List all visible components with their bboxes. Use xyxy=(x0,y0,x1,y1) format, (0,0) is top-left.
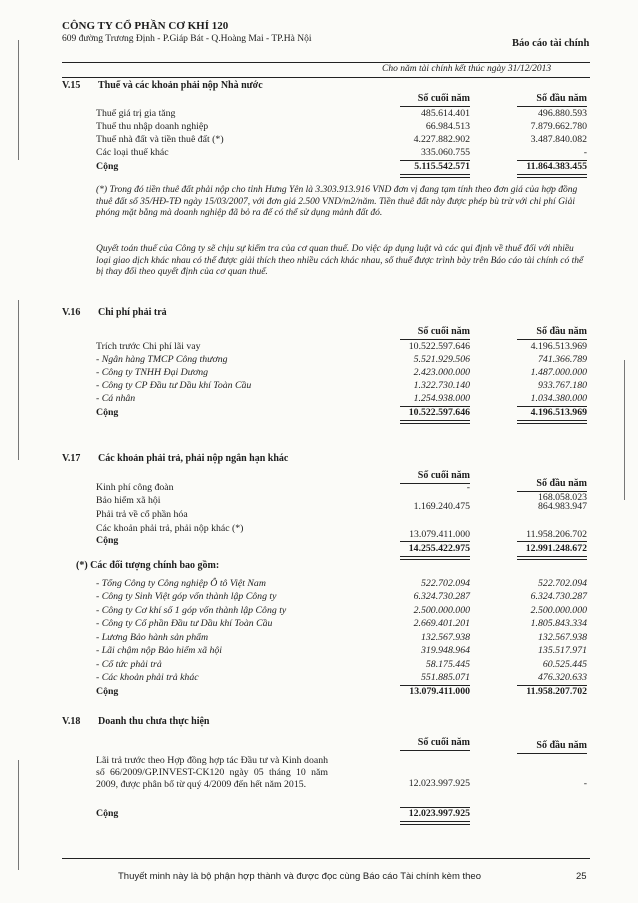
row-label: - Công ty TNHH Đại Dương xyxy=(96,367,209,378)
row-label: - Công ty Sinh Việt góp vốn thành lập Công ty xyxy=(96,591,277,602)
col-header-end: Số cuối năm xyxy=(417,93,470,104)
value-end: 1.169.240.475 xyxy=(413,501,470,512)
row-label: Các loại thuế khác xyxy=(96,147,169,158)
double-rule xyxy=(517,420,587,424)
row-label: - Ngân hàng TMCP Công thương xyxy=(96,354,228,365)
total-end: 14.255.422.975 xyxy=(408,543,470,554)
row-label: - Công ty Cơ khí số 1 góp vốn thành lập Công ty xyxy=(96,605,287,616)
section-v15-title xyxy=(62,80,263,91)
col-underline xyxy=(400,106,470,107)
table-row-value xyxy=(0,778,638,791)
value-begin: 168.058.023 xyxy=(538,492,587,503)
total-label: Cộng xyxy=(96,808,119,819)
section-number: V.17 xyxy=(62,453,81,464)
total-row xyxy=(0,808,638,821)
total-label: Cộng xyxy=(96,686,119,697)
col-header-begin: Số đầu năm xyxy=(536,740,587,751)
double-rule xyxy=(517,174,587,178)
table-row xyxy=(0,509,638,522)
table-row xyxy=(0,108,638,121)
value-end: 5.521.929.506 xyxy=(413,354,470,365)
section-heading: Các khoản phải trả, phải nộp ngắn hạn khác xyxy=(98,453,289,464)
col-header-end: Số cuối năm xyxy=(417,326,470,337)
value-begin: 496.880.593 xyxy=(538,108,587,119)
footer-note: Thuyết minh này là bộ phận hợp thành và được đọc cùng Báo cáo Tài chính kèm theo xyxy=(118,871,481,882)
total-end: 5.115.542.571 xyxy=(414,161,470,172)
total-row xyxy=(0,407,638,420)
value-end: 10.522.597.646 xyxy=(408,341,470,352)
value-begin: 933.767.180 xyxy=(538,380,587,391)
header-rule-bottom xyxy=(62,77,590,78)
row-label: Phải trả về cổ phần hóa xyxy=(96,509,188,520)
row-label: - Tổng Công ty Công nghiệp Ô tô Việt Nam xyxy=(96,578,266,589)
deferred-revenue-description: Lãi trả trước theo Hợp đồng hợp tác Đầu tư và Kinh doanh số 66/2009/GP.INVEST-CK120 ngày 05 tháng 10 năm 2009, được phân bổ từ quý 4/2009 đến hết năm 2015. xyxy=(96,755,328,790)
value-end: 319.948.964 xyxy=(421,645,470,656)
value-begin: 1.487.000.000 xyxy=(530,367,587,378)
value-end: 551.885.071 xyxy=(421,672,470,683)
value-end: 522.702.094 xyxy=(421,578,470,589)
total-row-values xyxy=(0,543,638,556)
value-begin: 60.525.445 xyxy=(542,659,587,670)
value-begin: 522.702.094 xyxy=(538,578,587,589)
col-header-begin: Số đầu năm xyxy=(536,93,587,104)
table-row xyxy=(0,393,638,406)
company-address: 609 đường Trương Định - P.Giáp Bát - Q.Hoàng Mai - TP.Hà Nội xyxy=(62,34,312,44)
row-label: Trích trước Chi phí lãi vay xyxy=(96,341,201,352)
total-begin: 11.958.207.702 xyxy=(526,686,587,697)
row-label: - Công ty CP Đầu tư Dầu khí Toàn Cầu xyxy=(96,380,252,391)
footer-rule xyxy=(62,858,590,859)
value-end: 1.322.730.140 xyxy=(413,380,470,391)
col-underline xyxy=(517,106,587,107)
value-begin: 132.567.938 xyxy=(538,632,587,643)
value-end: 66.984.513 xyxy=(425,121,470,132)
double-rule xyxy=(517,556,587,560)
value-begin: 4.196.513.969 xyxy=(530,341,587,352)
total-label: Cộng xyxy=(96,535,119,546)
row-label: - Cổ tức phải trả xyxy=(96,659,162,670)
col-header-begin: Số đầu năm xyxy=(536,326,587,337)
value-end: 485.614.401 xyxy=(421,108,470,119)
detail-row xyxy=(0,605,638,618)
value-begin: 1.034.380.000 xyxy=(530,393,587,404)
total-end: 12.023.997.925 xyxy=(408,808,470,819)
section-number: V.16 xyxy=(62,307,81,318)
value-begin: 2.500.000.000 xyxy=(530,605,587,616)
double-rule xyxy=(400,821,470,825)
section-heading: Doanh thu chưa thực hiện xyxy=(98,716,210,727)
row-label: Các khoản phải trả, phải nộp khác (*) xyxy=(96,523,244,534)
row-label: - Công ty Cổ phần Đầu tư Dầu khí Toàn Cầu xyxy=(96,618,273,629)
table-row xyxy=(0,121,638,134)
row-label: - Các khoản phải trả khác xyxy=(96,672,199,683)
total-label: Cộng xyxy=(96,407,119,418)
col-underline xyxy=(400,750,470,751)
total-begin: 12.991.248.672 xyxy=(525,543,587,554)
value-begin: 3.487.840.082 xyxy=(530,134,587,145)
value-begin: 1.805.843.334 xyxy=(530,618,587,629)
section-v16-title xyxy=(62,307,167,318)
value-begin: 135.517.971 xyxy=(538,645,587,656)
value-begin: - xyxy=(583,778,587,789)
value-end: 2.669.401.201 xyxy=(413,618,470,629)
value-end: 4.227.882.902 xyxy=(413,134,470,145)
value-end: 2.423.000.000 xyxy=(413,367,470,378)
section-heading: Thuế và các khoản phải nộp Nhà nước xyxy=(98,80,263,91)
value-begin: 6.324.730.287 xyxy=(530,591,587,602)
total-end: 13.079.411.000 xyxy=(409,686,470,697)
row-label: Thuế giá trị gia tăng xyxy=(96,108,176,119)
table-row xyxy=(0,380,638,393)
row-label: Kinh phí công đoàn xyxy=(96,482,174,493)
col-header-end: Số cuối năm xyxy=(417,470,470,481)
company-name: CÔNG TY CỔ PHẦN CƠ KHÍ 120 xyxy=(62,20,229,32)
value-end: 12.023.997.925 xyxy=(408,778,470,789)
total-row xyxy=(0,161,638,174)
value-begin: 741.366.789 xyxy=(538,354,587,365)
detail-row xyxy=(0,618,638,631)
col-header-end: Số cuối năm xyxy=(417,737,470,748)
value-end: 132.567.938 xyxy=(421,632,470,643)
value-begin: 476.320.633 xyxy=(538,672,587,683)
row-label: - Cá nhân xyxy=(96,393,136,404)
detail-row xyxy=(0,645,638,658)
value-end: 335.060.755 xyxy=(421,147,470,158)
double-rule xyxy=(400,174,470,178)
table-row xyxy=(0,134,638,147)
section-number: V.18 xyxy=(62,716,81,727)
table-row xyxy=(0,354,638,367)
value-end: 1.254.938.000 xyxy=(413,393,470,404)
table-row xyxy=(0,147,638,160)
col-underline xyxy=(517,753,587,754)
value-end: 6.324.730.287 xyxy=(413,591,470,602)
total-row xyxy=(0,686,638,699)
report-period: Cho năm tài chính kết thúc ngày 31/12/2013 xyxy=(382,64,552,74)
detail-row xyxy=(0,659,638,672)
detail-row xyxy=(0,578,638,591)
table-row xyxy=(0,367,638,380)
row-label: Thuế nhà đất và tiền thuê đất (*) xyxy=(96,134,224,145)
value-end: 2.500.000.000 xyxy=(413,605,470,616)
detail-row xyxy=(0,591,638,604)
value-end: 58.175.445 xyxy=(425,659,470,670)
value-end: 13.079.411.000 xyxy=(409,529,470,540)
section-v18-title xyxy=(62,716,209,727)
total-begin: 4.196.513.969 xyxy=(530,407,587,418)
value-begin: 11.958.206.702 xyxy=(526,529,587,540)
value-begin: - xyxy=(583,147,587,158)
tax-note: (*) Trong đó tiền thuê đất phải nộp cho tỉnh Hưng Yên là 3.303.913.916 VND đơn vị đang tạm tính theo đơn giá của hợp đồng thuê đất số 35/HĐ-TĐ ngày 15/03/2007, với đơn giá 2.500 VND/m2/năm. Tiền thuê đất này được phép bù trừ với chi phí Giải phóng mặt bằng mà doanh nghiệp đã bỏ ra để có thể sử dụng mảnh đất đó. xyxy=(96,185,578,218)
tax-note: Quyết toán thuế của Công ty sẽ chịu sự kiểm tra của cơ quan thuế. Do việc áp dụng luật và các qui định về thuế đối với nhiều loại giao dịch khác nhau có thể được giải thích theo nhiều cách khác nhau, số thuế được trình bày trên Báo cáo tài chính có thể bị thay đổi theo quyết định của cơ quan thuế. xyxy=(96,244,584,277)
total-begin: 11.864.383.455 xyxy=(526,161,587,172)
row-label: - Lãi chậm nộp Bảo hiểm xã hội xyxy=(96,645,222,656)
col-underline xyxy=(517,339,587,340)
value-end: - xyxy=(466,482,470,493)
value-begin: 7.879.662.780 xyxy=(530,121,587,132)
total-end: 10.522.597.646 xyxy=(408,407,470,418)
page-number: 25 xyxy=(576,871,587,882)
section-v17-title xyxy=(62,453,288,464)
detail-row xyxy=(0,632,638,645)
total-label: Cộng xyxy=(96,161,119,172)
section-number: V.15 xyxy=(62,80,81,91)
header-rule xyxy=(62,62,590,63)
table-row xyxy=(0,341,638,354)
value-begin: 864.983.947 xyxy=(538,501,587,512)
row-label: Thuế thu nhập doanh nghiệp xyxy=(96,121,209,132)
col-underline xyxy=(400,339,470,340)
col-header-begin: Số đầu năm xyxy=(536,478,587,489)
detail-title: (*) Các đối tượng chính bao gồm: xyxy=(76,560,220,571)
row-label: - Lương Bảo hành sản phẩm xyxy=(96,632,209,643)
section-heading: Chi phí phải trả xyxy=(98,307,167,318)
double-rule xyxy=(400,420,470,424)
detail-row xyxy=(0,672,638,685)
row-label: Bảo hiểm xã hội xyxy=(96,495,161,506)
report-title: Báo cáo tài chính xyxy=(512,38,590,49)
double-rule xyxy=(400,556,470,560)
